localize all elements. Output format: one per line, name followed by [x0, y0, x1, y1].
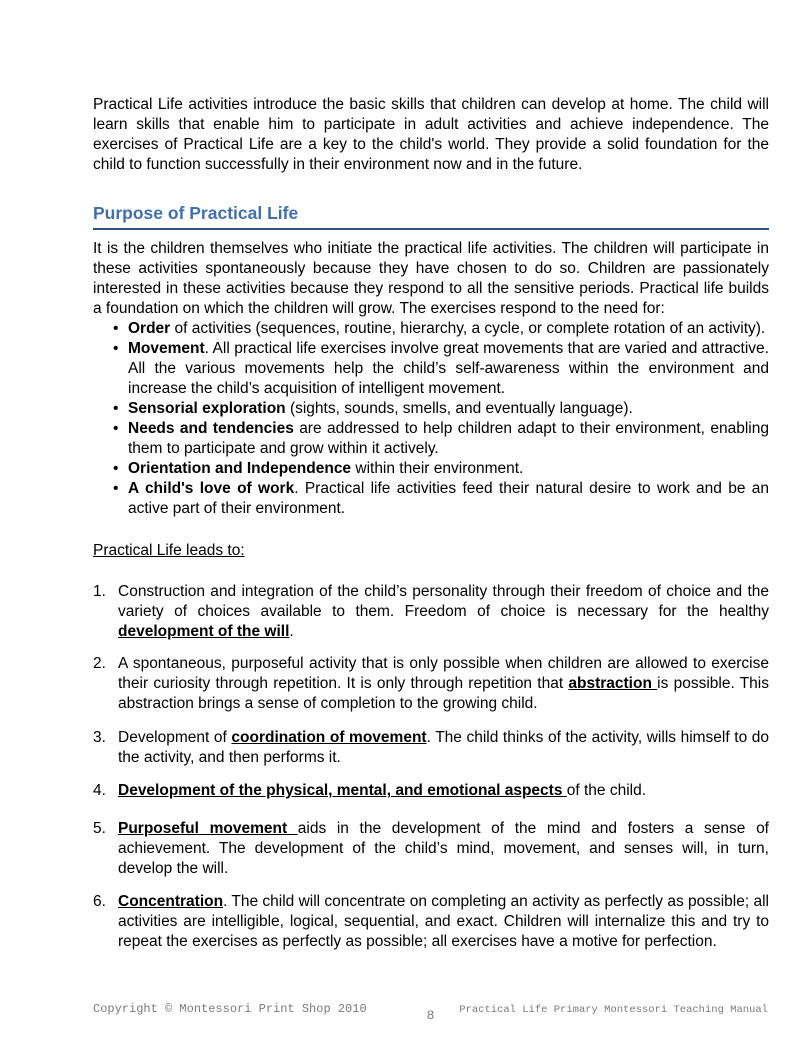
footer-copyright: Copyright © Montessori Print Shop 2010 [93, 1002, 367, 1016]
section-heading-purpose: Purpose of Practical Life [93, 203, 769, 230]
bullet-text: of activities (sequences, routine, hierarchy, a cycle, or complete rotation of an activity). [170, 320, 766, 337]
item-text: . The child will concentrate on completing an activity as perfectly as possible; all activities are intelligible, logical, sequential, and exact. Children will internalize this and try to repeat the exercises as perfectly as possible; all exercises have a motive for perfection. [118, 893, 769, 950]
item-emphasis: development of the will [118, 623, 290, 640]
item-text: is possible. This abstraction brings a sense of completion to the growing child. [118, 675, 769, 712]
item-text: . [289, 623, 294, 640]
item-number: 3. [93, 729, 106, 746]
numbered-item-abstraction [93, 654, 769, 714]
item-text: Development of [118, 729, 232, 746]
numbered-item-development-of-will [93, 582, 769, 642]
page-content [93, 0, 769, 952]
bullet-item-order [93, 319, 769, 339]
numbered-item-physical-mental-emotional [93, 781, 769, 801]
bullet-lead: Orientation and Independence [128, 460, 352, 477]
item-emphasis: Purposeful movement [118, 820, 298, 837]
item-emphasis: abstraction [568, 675, 658, 692]
numbered-item-coordination-of-movement [93, 728, 769, 768]
bullet-item-sensorial-exploration [93, 399, 769, 419]
page-footer [93, 1002, 768, 1026]
leads-to-numbered-list [93, 582, 769, 952]
bullet-text: are addressed to help children adapt to their environment, enabling them to participate and grow within it actively. [128, 420, 769, 457]
bullet-lead: Needs and tendencies [128, 420, 294, 437]
item-text: A spontaneous, purposeful activity that is only possible when children are allowed to exercise their curiosity through repetition. It is only through repetition that [118, 655, 769, 692]
item-text: . The child thinks of the activity, wills himself to do the activity, and then performs it. [118, 729, 770, 766]
item-emphasis: coordination of movement [231, 729, 427, 746]
numbered-item-concentration [93, 892, 769, 952]
purpose-bullet-list [93, 319, 769, 519]
intro-paragraph: Practical Life activities introduce the basic skills that children can develop at home. The child will learn skills that enable him to participate in adult activities and achieve independence. The exercises of Practical Life are a key to the child's world. They provide a solid foundation for the child to function successfully in their environment now and in the future. [93, 96, 769, 173]
item-number: 1. [93, 583, 106, 600]
purpose-paragraph: It is the children themselves who initiate the practical life activities. The children will participate in these activities spontaneously because they have chosen to do so. Children are passionately interested in these activities because they respond to all the sensitive periods. Practical life builds a foundation on which the children will grow. The exercises respond to the need for: [93, 240, 769, 317]
item-number: 5. [93, 820, 106, 837]
bullet-item-love-of-work [93, 479, 769, 519]
item-emphasis: Development of the physical, mental, and emotional aspects [118, 782, 567, 799]
bullet-text: . Practical life activities feed their natural desire to work and be an active part of their environment. [128, 480, 769, 517]
item-text: aids in the development of the mind and fosters a sense of achievement. The development of the child’s mind, movement, and senses will, in turn, develop the will. [118, 820, 769, 877]
item-number: 2. [93, 655, 106, 672]
bullet-lead: Movement [128, 340, 205, 357]
bullet-lead: Sensorial exploration [128, 400, 286, 417]
bullet-item-movement [93, 339, 769, 399]
bullet-lead: Order [128, 320, 171, 337]
item-text: Construction and integration of the child’s personality through their freedom of choice and the variety of choices available to them. Freedom of choice is necessary for the healthy [118, 583, 769, 620]
bullet-lead: A child's love of work [128, 480, 295, 497]
bullet-item-orientation-independence [93, 459, 769, 479]
bullet-item-needs-and-tendencies [93, 419, 769, 459]
footer-manual-title: Practical Life Primary Montessori Teaching Manual [459, 1004, 768, 1016]
leads-to-heading: Practical Life leads to: [93, 542, 245, 559]
bullet-text: within their environment. [351, 460, 524, 477]
item-number: 4. [93, 782, 106, 799]
item-text: of the child. [566, 782, 647, 799]
bullet-text: . All practical life exercises involve great movements that are varied and attractive. All the various movements help the child’s self-awareness within the environment and increase the child’s acquisition of intelligent movement. [128, 340, 769, 397]
footer-page-number: 8 [426, 1008, 435, 1023]
numbered-item-purposeful-movement [93, 819, 769, 879]
item-emphasis: Concentration [118, 893, 224, 910]
item-number: 6. [93, 893, 106, 910]
bullet-text: (sights, sounds, smells, and eventually language). [285, 400, 633, 417]
